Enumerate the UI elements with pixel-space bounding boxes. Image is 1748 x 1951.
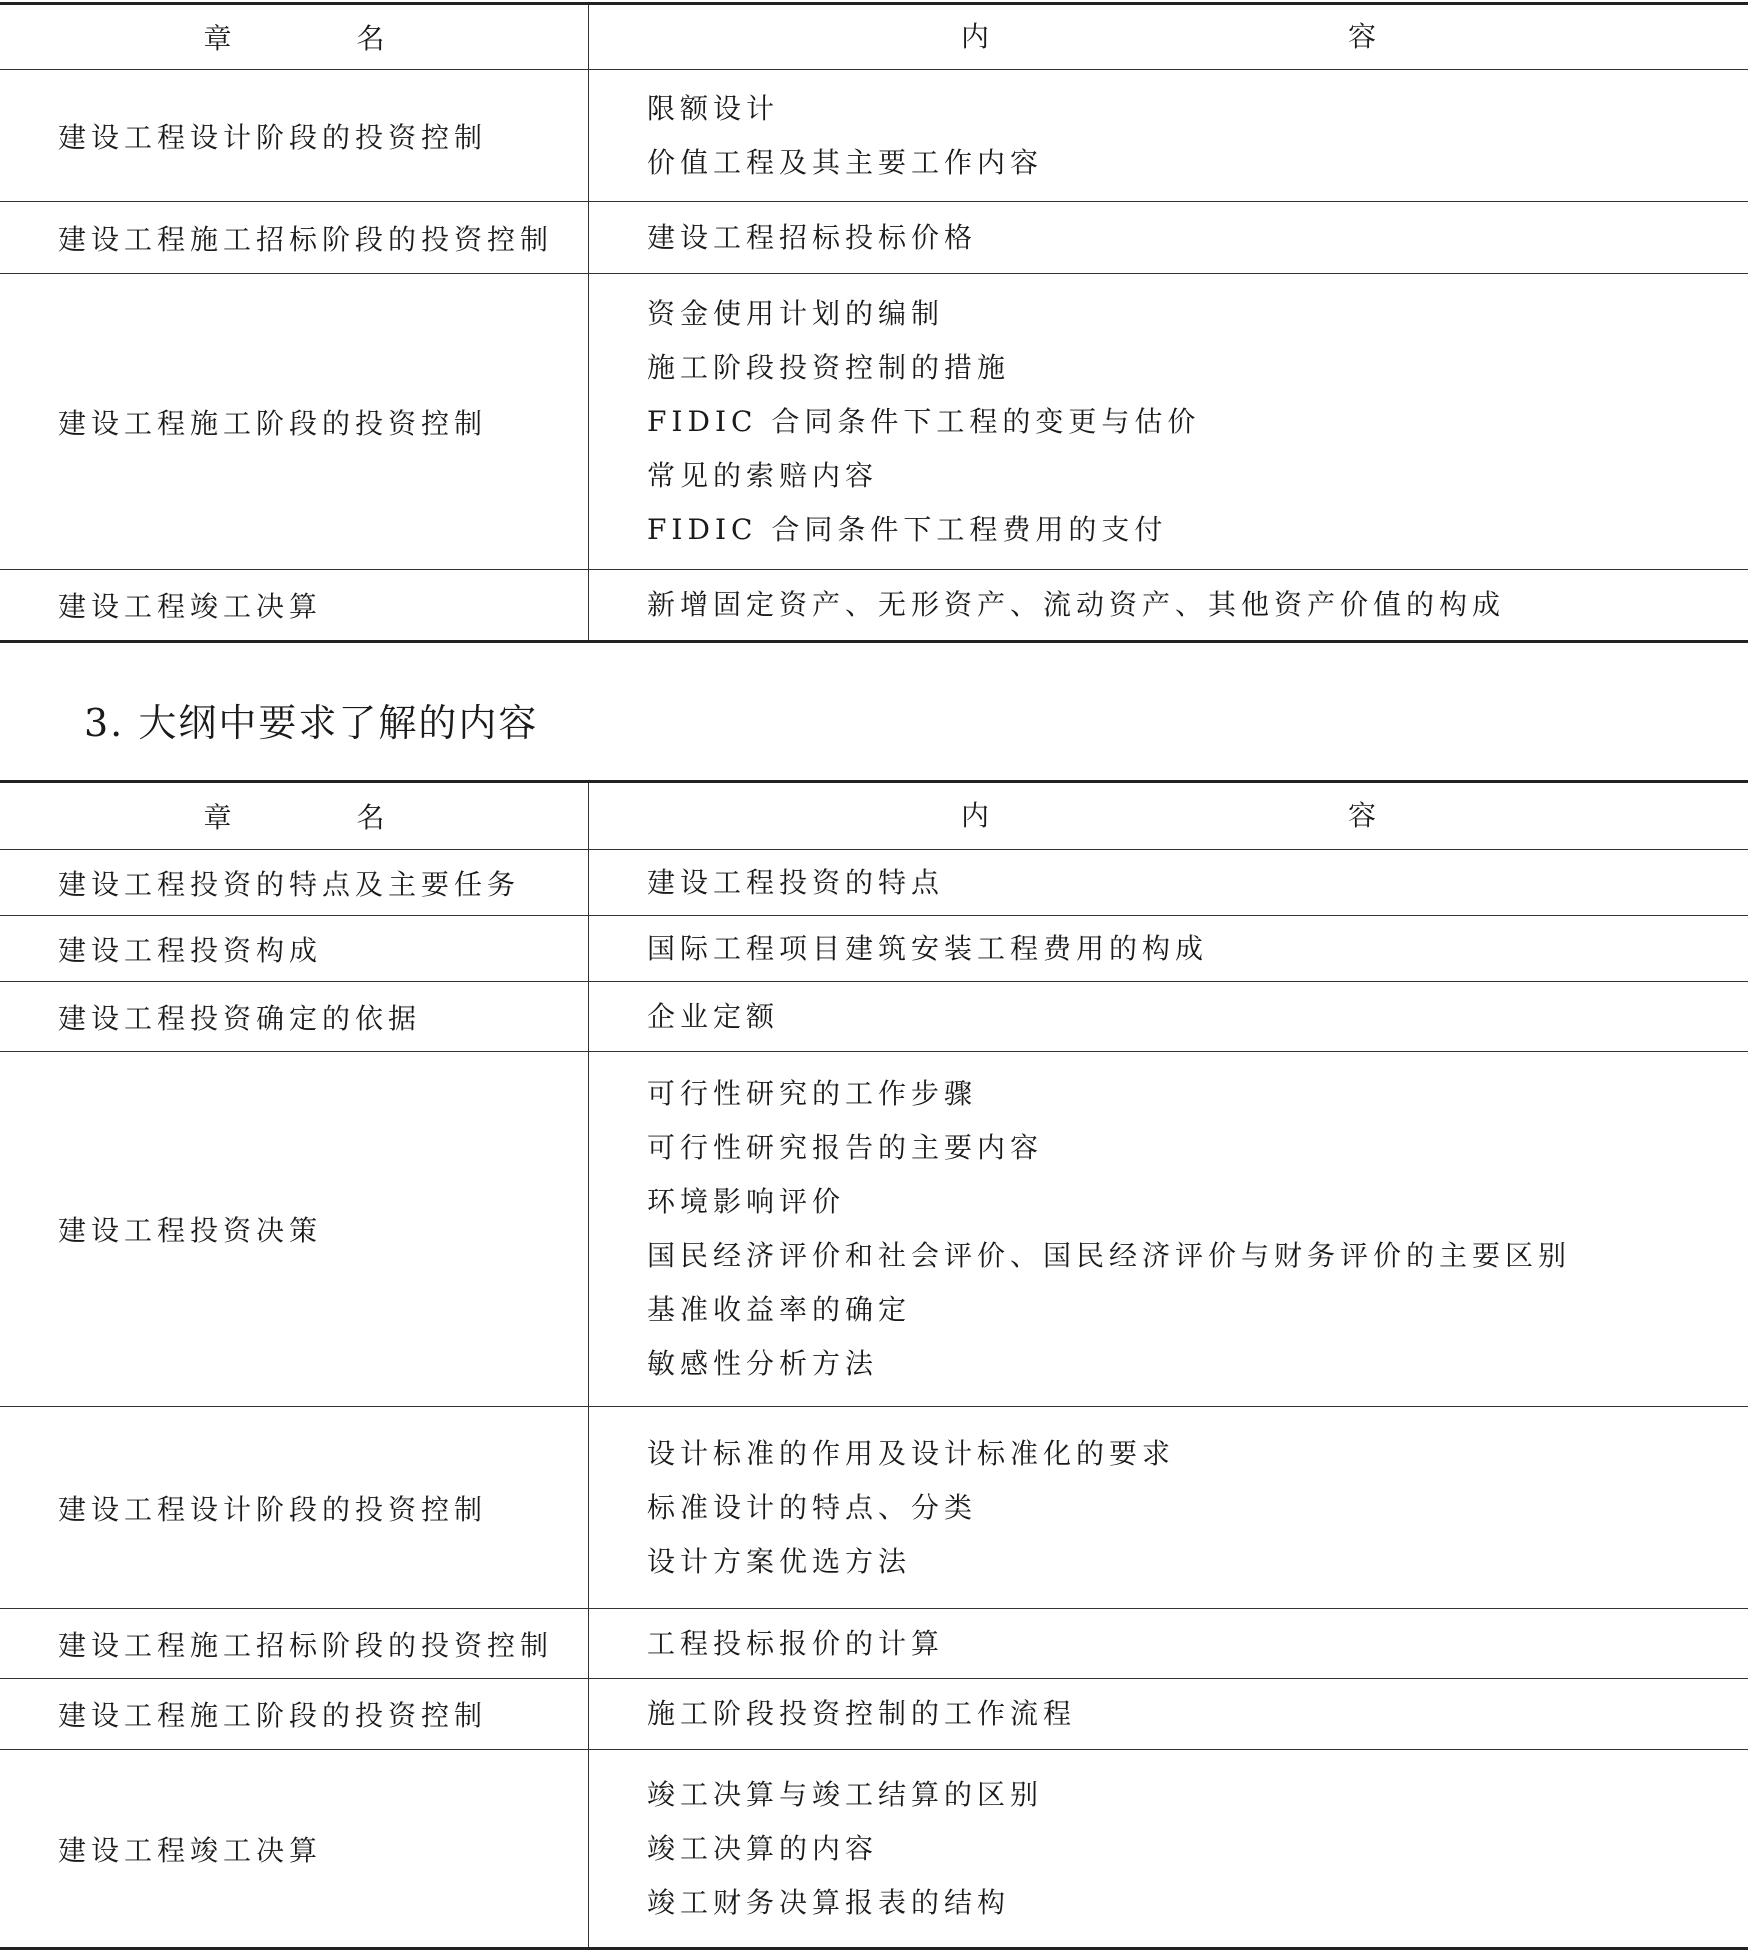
chapter-cell: 建设工程投资的特点及主要任务 bbox=[0, 850, 589, 915]
table-row bbox=[0, 1679, 1748, 1750]
chapter-cell: 建设工程投资决策 bbox=[0, 1052, 589, 1406]
chapter-cell: 建设工程竣工决算 bbox=[0, 1750, 589, 1947]
chapter-cell: 建设工程施工招标阶段的投资控制 bbox=[0, 202, 589, 273]
content-item: 敏感性分析方法 bbox=[647, 1347, 879, 1380]
table-row bbox=[0, 1407, 1748, 1609]
content-item: 可行性研究报告的主要内容 bbox=[647, 1131, 1044, 1164]
chapter-cell: 建设工程施工阶段的投资控制 bbox=[0, 1679, 589, 1749]
chapter-cell: 建设工程施工阶段的投资控制 bbox=[0, 274, 589, 569]
content-item: 基准收益率的确定 bbox=[647, 1293, 912, 1326]
content-item: 工程投标报价的计算 bbox=[647, 1626, 945, 1660]
header-chapter: 章 名 bbox=[0, 5, 589, 69]
content-item: 资金使用计划的编制 bbox=[647, 296, 945, 330]
content-cell bbox=[589, 850, 1748, 915]
content-item: 价值工程及其主要工作内容 bbox=[647, 145, 1044, 179]
table-row bbox=[0, 570, 1748, 640]
table-header bbox=[0, 783, 1748, 850]
content-item: FIDIC 合同条件下工程的变更与估价 bbox=[647, 404, 1201, 438]
chapter-cell: 建设工程施工招标阶段的投资控制 bbox=[0, 1609, 589, 1678]
chapter-cell: 建设工程投资构成 bbox=[0, 916, 589, 981]
content-item: 建设工程招标投标价格 bbox=[647, 220, 978, 254]
content-cell bbox=[589, 202, 1748, 273]
content-item: 限额设计 bbox=[647, 91, 780, 125]
table-row bbox=[0, 1750, 1748, 1947]
content-item: 国民经济评价和社会评价、国民经济评价与财务评价的主要区别 bbox=[647, 1239, 1572, 1272]
content-item: 施工阶段投资控制的措施 bbox=[647, 350, 1011, 384]
content-item: 建设工程投资的特点 bbox=[647, 865, 945, 899]
table-header bbox=[0, 5, 1748, 70]
content-cell bbox=[589, 70, 1748, 201]
content-cell bbox=[589, 1750, 1748, 1947]
content-item: 施工阶段投资控制的工作流程 bbox=[647, 1697, 1077, 1730]
header-content: 内 容 bbox=[961, 20, 1551, 53]
table-row bbox=[0, 70, 1748, 202]
content-item: 设计标准的作用及设计标准化的要求 bbox=[647, 1436, 1176, 1470]
content-item: 竣工财务决算报表的结构 bbox=[647, 1885, 1011, 1919]
content-item: 竣工决算与竣工结算的区别 bbox=[647, 1777, 1044, 1811]
content-cell bbox=[589, 916, 1748, 981]
table-row bbox=[0, 916, 1748, 982]
content-item: 可行性研究的工作步骤 bbox=[647, 1077, 978, 1110]
content-cell bbox=[589, 1609, 1748, 1678]
table-outline-part3 bbox=[0, 780, 1748, 1950]
content-item: 企业定额 bbox=[647, 999, 780, 1033]
content-item: 竣工决算的内容 bbox=[647, 1831, 879, 1865]
content-item: 新增固定资产、无形资产、流动资产、其他资产价值的构成 bbox=[647, 588, 1506, 621]
content-cell bbox=[589, 982, 1748, 1051]
chapter-cell: 建设工程竣工决算 bbox=[0, 570, 589, 640]
content-item: 标准设计的特点、分类 bbox=[647, 1490, 978, 1524]
table-row bbox=[0, 202, 1748, 274]
header-chapter: 章 名 bbox=[0, 783, 589, 849]
content-cell bbox=[589, 1052, 1748, 1406]
chapter-cell: 建设工程设计阶段的投资控制 bbox=[0, 1407, 589, 1608]
content-cell bbox=[589, 570, 1748, 640]
section-heading: 3. 大纲中要求了解的内容 bbox=[84, 701, 539, 745]
content-item: 环境影响评价 bbox=[647, 1185, 846, 1218]
content-item: 常见的索赔内容 bbox=[647, 458, 879, 492]
content-cell bbox=[589, 1407, 1748, 1608]
content-item: 设计方案优选方法 bbox=[647, 1544, 912, 1578]
table-outline-part1 bbox=[0, 2, 1748, 643]
content-cell bbox=[589, 1679, 1748, 1749]
chapter-cell: 建设工程设计阶段的投资控制 bbox=[0, 70, 589, 201]
content-cell bbox=[589, 274, 1748, 569]
table-row bbox=[0, 1052, 1748, 1407]
content-item: FIDIC 合同条件下工程费用的支付 bbox=[647, 512, 1168, 546]
table-row bbox=[0, 1609, 1748, 1679]
chapter-cell: 建设工程投资确定的依据 bbox=[0, 982, 589, 1051]
content-item: 国际工程项目建筑安装工程费用的构成 bbox=[647, 931, 1209, 965]
table-row bbox=[0, 850, 1748, 916]
table-row bbox=[0, 982, 1748, 1052]
table-row bbox=[0, 274, 1748, 570]
header-content: 内 容 bbox=[961, 799, 1551, 832]
